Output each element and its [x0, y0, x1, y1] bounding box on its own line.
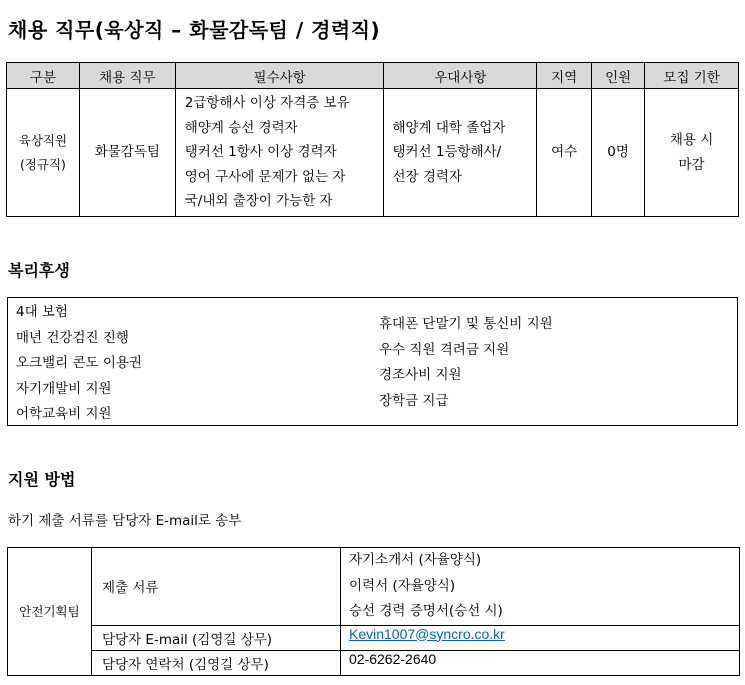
- apply-email-row: [8, 625, 740, 650]
- requirements-cell: [175, 89, 384, 217]
- job-table-header-row: [7, 63, 739, 89]
- deadline-cell: [645, 89, 739, 217]
- docs-cell: [341, 548, 740, 626]
- header-division: 구분: [7, 63, 80, 89]
- preference-item: 해양계 대학 졸업자: [392, 119, 506, 136]
- email-label: 담당자 E-mail (김영길 상무): [92, 625, 341, 650]
- docs-label: 제출 서류: [92, 548, 341, 626]
- requirement-item: 영어 구사에 문제가 없는 자: [184, 168, 346, 185]
- header-requirements: 필수사항: [175, 63, 384, 89]
- division-cell: [7, 89, 80, 217]
- apply-phone-row: [8, 650, 740, 675]
- apply-docs-row: [8, 548, 740, 626]
- header-region: 지역: [537, 63, 592, 89]
- benefit-item: 우수 직원 격려금 지원: [379, 341, 510, 358]
- job-table: [6, 62, 739, 217]
- phone-label: 담당자 연락처 (김영길 상무): [92, 650, 341, 675]
- region-cell: 여수: [537, 89, 592, 217]
- apply-intro: 하기 제출 서류를 담당자 E-mail로 송부: [8, 513, 242, 529]
- benefit-item: 자기개발비 지원: [16, 380, 112, 397]
- benefit-item: 어학교육비 지원: [16, 406, 112, 423]
- header-headcount: 인원: [592, 63, 645, 89]
- requirement-item: 해양계 승선 경력자: [184, 119, 298, 136]
- doc-item: 이력서 (자율양식): [349, 577, 456, 594]
- email-cell: [341, 625, 740, 650]
- requirement-item: 국/내외 출장이 가능한 자: [184, 193, 333, 209]
- benefits-left-column: [16, 300, 142, 428]
- doc-item: 승선 경력 증명서(승선 시): [349, 603, 503, 619]
- deadline-line: 채용 시: [669, 132, 714, 148]
- phone-cell: [341, 650, 740, 675]
- deadline-line: 마감: [678, 156, 705, 173]
- header-preferences: 우대사항: [384, 63, 537, 89]
- doc-item: 자기소개서 (자율양식): [349, 552, 482, 568]
- headcount-cell: 0명: [592, 89, 645, 217]
- job-section-title: 채용 직무(육상직 – 화물감독팀 / 경력직): [8, 18, 381, 42]
- requirement-item: 2급항해사 이상 자격증 보유: [184, 95, 350, 111]
- email-link[interactable]: Kevin1007@syncro.co.kr: [349, 625, 505, 642]
- phone-value: 02-6262-2640: [349, 650, 437, 667]
- job-table-row: [7, 89, 739, 217]
- benefit-item: 4대 보험: [16, 304, 69, 320]
- benefit-item: 오크밸리 콘도 이용권: [16, 355, 142, 372]
- header-deadline: 모집 기한: [645, 63, 739, 89]
- requirement-item: 탱커선 1항사 이상 경력자: [184, 144, 337, 160]
- benefits-box: [7, 297, 738, 426]
- preferences-cell: [384, 89, 537, 217]
- header-position: 채용 직무: [79, 63, 175, 89]
- benefit-item: 장학금 지급: [379, 392, 449, 409]
- benefits-section-title: 복리후생: [8, 261, 70, 280]
- position-cell: 화물감독팀: [79, 89, 175, 217]
- apply-section-title: 지원 방법: [8, 470, 76, 489]
- benefits-right-column: [379, 312, 553, 414]
- benefit-item: 경조사비 지원: [379, 367, 462, 384]
- preference-item: 선장 경력자: [392, 168, 462, 185]
- apply-table: [7, 547, 740, 676]
- division-line: (정규직): [19, 156, 66, 172]
- benefit-item: 매년 건강검진 진행: [16, 329, 129, 346]
- preference-item: 탱커선 1등항해사/: [392, 144, 502, 161]
- team-cell: 안전기획팀: [8, 548, 92, 676]
- division-line: 육상직원: [18, 132, 68, 148]
- benefit-item: 휴대폰 단말기 및 통신비 지원: [379, 316, 553, 332]
